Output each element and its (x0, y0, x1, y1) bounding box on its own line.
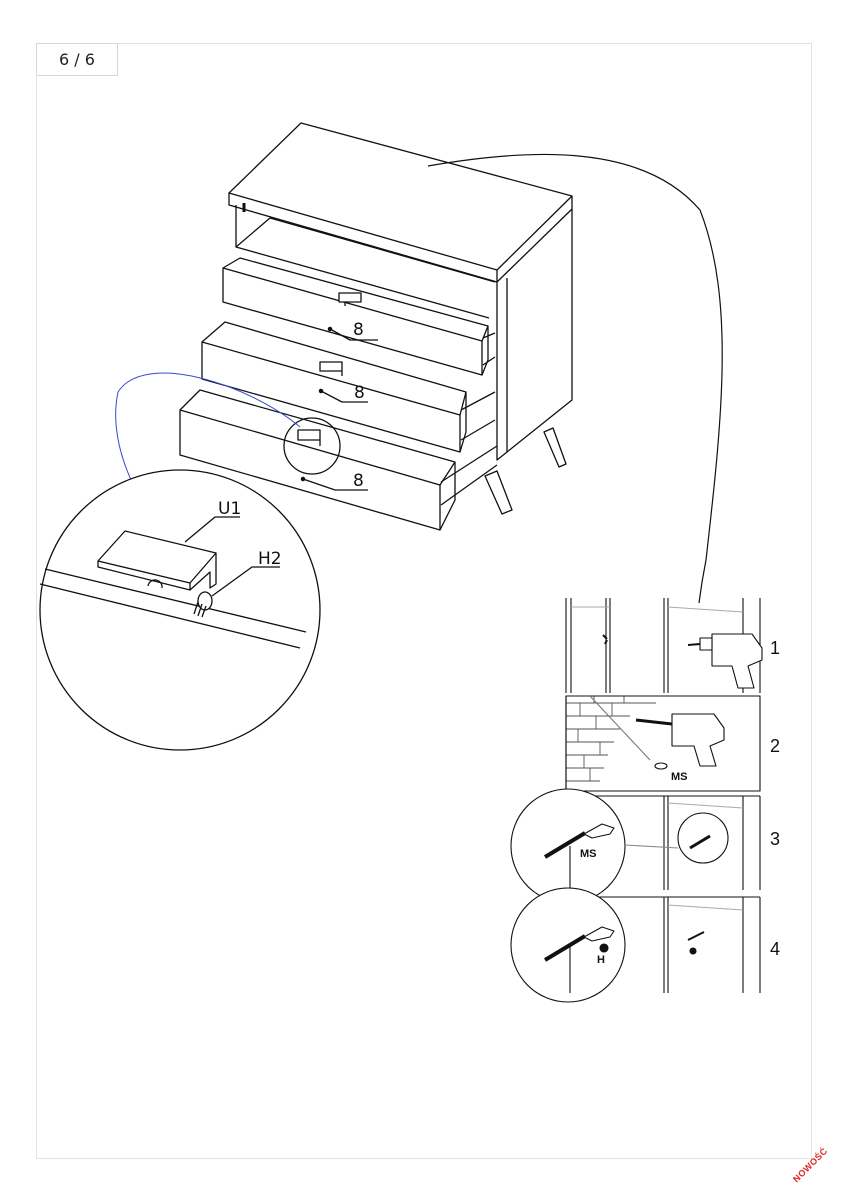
step-3-part-label: MS (580, 848, 597, 860)
chest-of-drawers (180, 123, 572, 530)
wall-step-3 (511, 789, 780, 903)
wall-step-1 (566, 598, 780, 693)
page-number: 6 / 6 (36, 43, 118, 76)
handle-detail (40, 470, 320, 750)
drawer-label-top: 8 (353, 320, 364, 340)
step-number-2: 2 (770, 736, 781, 756)
handle-part-label: U1 (218, 499, 242, 519)
drawer-label-middle: 8 (354, 383, 365, 403)
drawer-label-bottom: 8 (353, 471, 364, 491)
step-4-part-label: H (597, 954, 605, 966)
wall-step-4 (511, 888, 780, 1002)
step-2-part-label: MS (671, 771, 688, 783)
step-number-4: 4 (770, 939, 781, 959)
step-number-3: 3 (770, 829, 781, 849)
wall-step-2 (566, 696, 780, 791)
wall-mounting-steps (511, 598, 780, 1002)
screw-part-label: H2 (258, 549, 282, 569)
step-number-1: 1 (770, 638, 781, 658)
new-product-stamp: NOWOŚĆ (790, 1145, 830, 1185)
